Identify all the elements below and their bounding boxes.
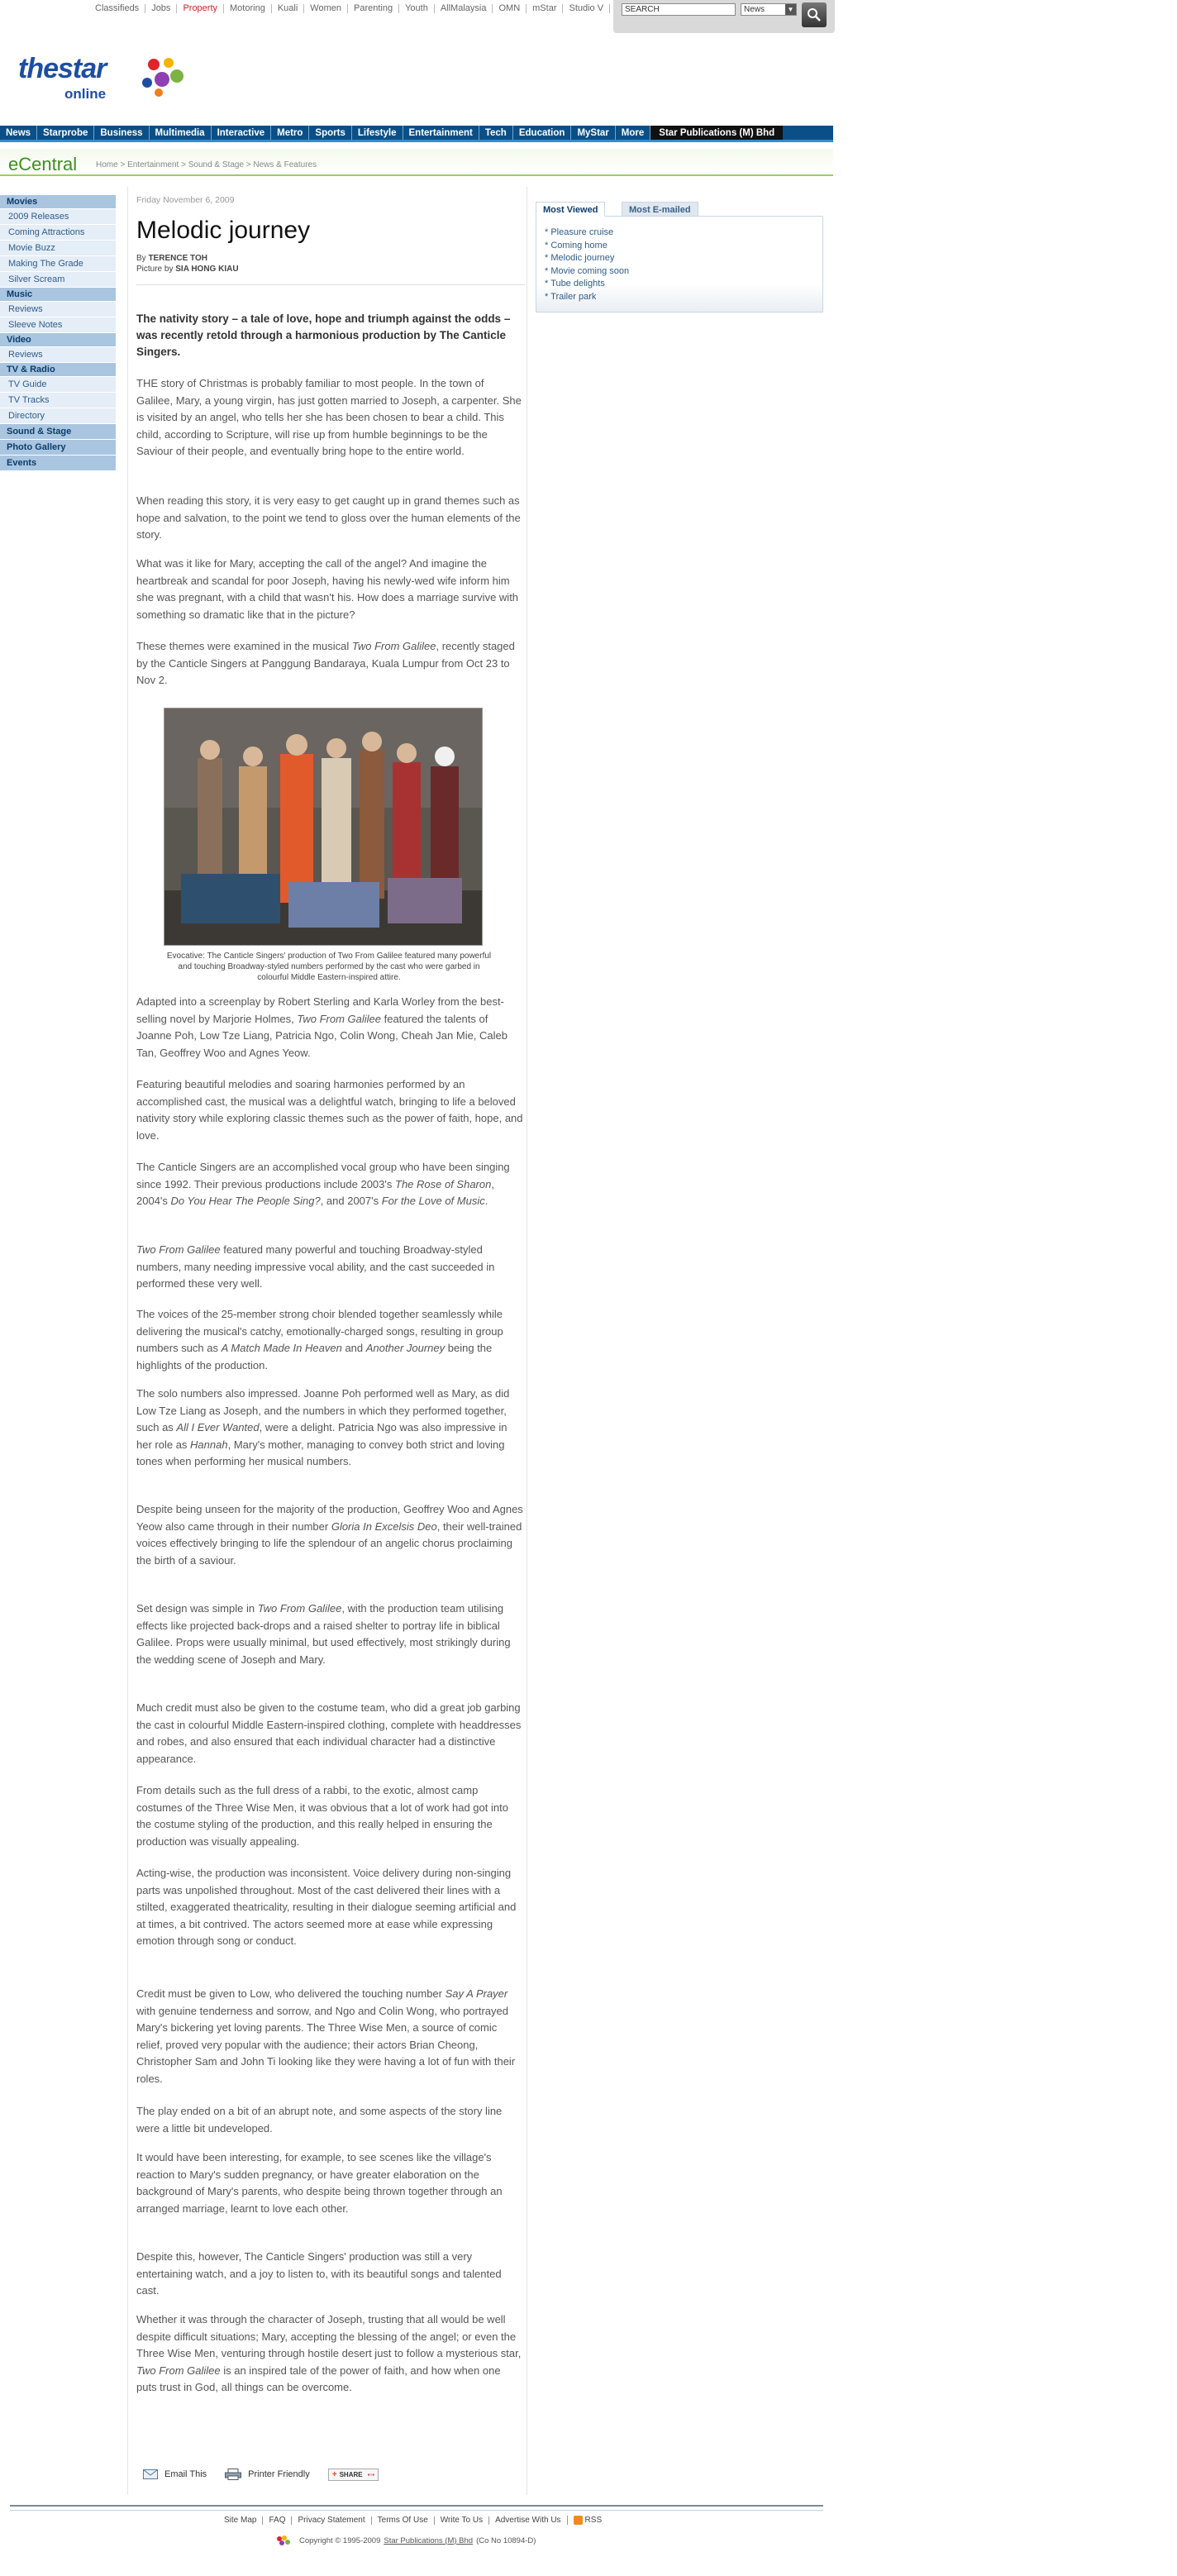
paragraph-9 xyxy=(136,1306,523,1374)
p12-text-a: Set design was simple in xyxy=(136,1602,258,1615)
sidebar-item-video-reviews[interactable]: Reviews xyxy=(0,347,116,363)
p16-text-b: with genuine tenderness and sorrow, and Ngo and Colin Wong, who portrayed Mary's bickering yet loving parents. The Three Wise Men, a source of comic relief, proved very popular with the audience; their actors Brian Cheong, Christopher Sam and John Ti looking like they were having a lot of fun with their roles. xyxy=(136,2004,516,2085)
p10-text-b: , were a delight. Patricia Ngo was also impressive in her role as xyxy=(136,1421,507,1451)
nav-star-publications[interactable]: Star Publications (M) Bhd xyxy=(650,126,783,140)
most-viewed-item[interactable]: * Trailer park xyxy=(545,291,629,304)
sidebar-item-sleeve-notes[interactable]: Sleeve Notes xyxy=(0,317,116,333)
nav-sports[interactable]: Sports xyxy=(309,126,351,140)
p10-title-2: Hannah xyxy=(190,1438,228,1451)
p20-text-b: is an inspired tale of the power of faith, and how when one puts trust in God, all things can be overcome. xyxy=(136,2364,501,2393)
p7-text-b: , 2004's xyxy=(136,1177,494,1207)
network-link-omn[interactable]: OMN xyxy=(492,4,526,13)
photographer-line xyxy=(136,264,239,274)
paragraph-8 xyxy=(136,1242,523,1293)
paragraph-14: From details such as the full dress of a rabbi, to the exotic, almost camp costumes of the Three Wise Men, it was obvious that a lot of work had got into the costume styling of the production, and this really helped in ensuring the production was visually appealing. xyxy=(136,1784,508,1848)
network-link-parenting[interactable]: Parenting xyxy=(347,4,398,13)
paragraph-16 xyxy=(136,1986,523,2087)
p20-text-a: Whether it was through the character of Joseph, trusting that all would be well despite difficult situations; Mary, accepting the blessing of the angel; or even the Three Wise Men, venturing through hostile desert just to follow a mysterious star, xyxy=(136,2313,522,2359)
footer-divider-thin xyxy=(10,2510,823,2511)
share-button[interactable] xyxy=(328,2469,379,2481)
sidebar-item-2009-releases[interactable]: 2009 Releases xyxy=(0,209,116,225)
paragraph-10 xyxy=(136,1386,523,1471)
p5-text-b: featured the talents of Joanne Poh, Low Tze Liang, Patricia Ngo, Colin Wong, Cheah Jan Mie, Caleb Tan, Geoffrey Woo and Agnes Yeow. xyxy=(136,1012,508,1059)
sidebar-item-directory[interactable]: Directory xyxy=(0,408,116,424)
footer-link-privacy[interactable]: Privacy Statement xyxy=(291,2516,370,2525)
sidebar-item-tv-guide[interactable]: TV Guide xyxy=(0,377,116,393)
nav-more[interactable]: More xyxy=(616,126,650,140)
section-title[interactable]: eCentral xyxy=(8,154,78,174)
paragraph-6: Featuring beautiful melodies and soaring harmonies performed by an accomplished cast, the musical was a delightful watch, bringing to life a beloved nativity story while exploring classic themes such as the power of faith, hope, and love. xyxy=(136,1078,523,1142)
paragraph-3: What was it like for Mary, accepting the call of the angel? And imagine the heartbreak and scandal for poor Joseph, having his newly-wed wife inform him she was pregnant, with a child that wasn't his. How does a marriage survive with something so dramatic like that in the picture? xyxy=(136,557,519,621)
article-photo[interactable] xyxy=(164,708,483,946)
sidebar-item-silver-scream[interactable]: Silver Scream xyxy=(0,272,116,288)
paragraph-17: The play ended on a bit of an abrupt note, and some aspects of the story line were a little bit undeveloped. xyxy=(136,2105,503,2135)
nav-interactive[interactable]: Interactive xyxy=(212,126,272,140)
plus-icon: + xyxy=(331,2469,337,2479)
paragraph-7 xyxy=(136,1159,523,1210)
network-link-youth[interactable]: Youth xyxy=(398,4,434,13)
site-logo[interactable] xyxy=(18,53,183,106)
p11-text-b: , their well-trained voices effectively bringing to life the splendour of an angelic chorus proclaiming the birth of a saviour. xyxy=(136,1519,522,1567)
p10-text-c: , Mary's mother, managing to convey both strict and loving tones when performing her musical numbers. xyxy=(136,1438,505,1467)
photographer-name: SIA HONG KIAU xyxy=(175,265,239,274)
copyright xyxy=(274,2535,536,2546)
email-this-label: Email This xyxy=(164,2469,207,2479)
photo-caption: Evocative: The Canticle Singers' production of Two From Galilee featured many powerful and touching Broadway-styled numbers performed by the cast who were garbed in colourful Middle Eastern-inspired attire. xyxy=(166,952,492,982)
chevron-down-icon: ▼ xyxy=(785,4,796,15)
p5-text-a: Adapted into a screenplay by Robert Sterling and Karla Worley from the best-selling novel by Marjorie Holmes, xyxy=(136,995,504,1025)
paragraph-19: Despite this, however, The Canticle Singers' production was still a very entertaining watch, and a joy to listen to, with its beautiful songs and talented cast. xyxy=(136,2250,502,2297)
sidebar-item-making-the-grade[interactable]: Making The Grade xyxy=(0,256,116,272)
most-viewed-item[interactable]: * Coming home xyxy=(545,240,629,253)
paragraph-5 xyxy=(136,994,523,1061)
search-icon xyxy=(807,7,822,22)
byline-prefix: By xyxy=(136,254,149,263)
top-bar xyxy=(0,0,836,33)
paragraph-20 xyxy=(136,2311,523,2397)
p4-text-a: These themes were examined in the musical xyxy=(136,640,352,652)
paragraph-11 xyxy=(136,1501,523,1569)
p12-text-b: , with the production team utilising effects like projected back-drops and a raised shelter to portray life in biblical Galilee. Props were usually minimal, but used effectively, most strikingly during the wedding scene of Joseph and Mary. xyxy=(136,1602,511,1666)
footer-links xyxy=(218,2516,608,2525)
envelope-icon xyxy=(143,2469,158,2479)
nav-mystar[interactable]: MyStar xyxy=(571,126,615,140)
p20-show-title: Two From Galilee xyxy=(136,2364,221,2377)
most-viewed-item[interactable]: * Movie coming soon xyxy=(545,265,629,279)
section-header xyxy=(0,149,833,176)
p8-text: featured many powerful and touching Broadway-styled numbers, many needing impressive vocal ability, and the cast succeeded in performed these very well. xyxy=(136,1243,495,1290)
breadcrumb[interactable]: Home > Entertainment > Sound & Stage > News & Features xyxy=(96,160,317,169)
star-logo-icon xyxy=(274,2535,293,2546)
sidebar-item-coming-attractions[interactable]: Coming Attractions xyxy=(0,225,116,241)
rss-label: RSS xyxy=(584,2516,603,2526)
footer-link-rss[interactable] xyxy=(567,2516,608,2525)
network-link-studio-v[interactable]: Studio V xyxy=(562,4,609,13)
nav-metro[interactable]: Metro xyxy=(271,126,309,140)
paragraph-15: Acting-wise, the production was inconsistent. Voice delivery during non-singing parts was unpolished throughout. Most of the cast delivered their lines with a stilted, exaggerated theatricality, resulting in their dialogue seeming artificial and at times, a bit contrived. The actors seemed more at ease while expressing emotion through song or conduct. xyxy=(136,1867,517,1947)
share-label: SHARE xyxy=(339,2470,363,2478)
network-link-classifieds[interactable]: Classifieds xyxy=(95,2,140,13)
logo-subtext: online xyxy=(64,86,107,102)
search-panel xyxy=(613,0,835,33)
search-button[interactable] xyxy=(802,2,827,27)
article-date: Friday November 6, 2009 xyxy=(136,195,235,205)
p16-text-a: Credit must be given to Low, who delivered the touching number xyxy=(136,1987,446,2000)
footer-divider xyxy=(10,2505,823,2507)
network-link-motoring[interactable]: Motoring xyxy=(223,4,271,13)
tab-most-emailed[interactable]: Most E-mailed xyxy=(622,202,698,217)
sidebar-cat-tv-radio[interactable]: TV & Radio xyxy=(0,363,116,377)
article-title: Melodic journey xyxy=(136,217,311,244)
p11-text-a: Despite being unseen for the majority of the production, Geoffrey Woo and Agnes Yeow also came through in their number xyxy=(136,1503,523,1533)
p7-title-3: For the Love of Music xyxy=(381,1195,485,1207)
network-link-jobs[interactable]: Jobs xyxy=(145,4,176,13)
p9-text-a: The voices of the 25-member strong choir blended together seamlessly while delivering the musical's catchy, emotionally-charged songs, resulting in group numbers such as xyxy=(136,1308,503,1354)
paragraph-18: It would have been interesting, for example, to see scenes like the village's reaction to Mary's sudden pregnancy, or have greater elaboration on the background of Mary's parents, who despite being thrown together through an arranged marriage, learnt to love each other. xyxy=(136,2151,503,2215)
p7-text-d: . xyxy=(484,1195,488,1207)
p7-text-a: The Canticle Singers are an accomplished vocal group who have been singing since 1992. Their previous productions include 2003's xyxy=(136,1161,510,1190)
p12-show-title: Two From Galilee xyxy=(257,1602,342,1615)
nav-lifestyle[interactable]: Lifestyle xyxy=(352,126,403,140)
nav-news[interactable]: News xyxy=(0,126,37,140)
printer-friendly-label: Printer Friendly xyxy=(248,2469,310,2479)
sidebar-cat-photo-gallery[interactable]: Photo Gallery xyxy=(0,440,116,456)
sidebar-item-music-reviews[interactable]: Reviews xyxy=(0,302,116,317)
most-viewed-list xyxy=(545,227,629,303)
widget-tabs xyxy=(536,200,823,217)
network-link-allmalaysia[interactable]: AllMalaysia xyxy=(434,4,493,13)
footer-link-site-map[interactable]: Site Map xyxy=(224,2515,257,2525)
p7-title-2: Do You Hear The People Sing? xyxy=(170,1195,321,1207)
network-links xyxy=(89,2,648,15)
most-viewed-widget xyxy=(536,200,823,312)
paragraph-13: Much credit must also be given to the costume team, who did a great job garbing the cast in colourful Middle Eastern-inspired clothing, complete with headdresses and robes, and also ensured that each individual character had a distinctive appearance. xyxy=(136,1701,522,1765)
search-scope-value: News xyxy=(744,5,765,14)
p8-show-title: Two From Galilee xyxy=(136,1243,221,1256)
copyright-text: Copyright © 1995-2009 xyxy=(299,2535,381,2545)
p11-title-1: Gloria In Excelsis Deo xyxy=(331,1519,437,1533)
nav-starprobe[interactable]: Starprobe xyxy=(37,126,94,140)
p9-title-1: A Match Made In Heaven xyxy=(221,1342,342,1354)
logo-wordmark: thestar xyxy=(18,53,107,84)
paragraph-12 xyxy=(136,1600,523,1668)
footer-link-write-to-us[interactable]: Write To Us xyxy=(434,2516,488,2525)
p10-text-a: The solo numbers also impressed. Joanne Poh performed well as Mary, as did Low Tze Liang as Joseph, and the numbers in which they performed together, such as xyxy=(136,1387,510,1433)
author-line xyxy=(136,253,239,264)
email-this-link[interactable] xyxy=(143,2469,207,2479)
paragraph-4 xyxy=(136,638,523,689)
network-link-mstar[interactable]: mStar xyxy=(526,4,562,13)
sidebar-cat-movies[interactable]: Movies xyxy=(0,195,116,209)
p9-title-2: Another Journey xyxy=(365,1342,446,1354)
sidebar-cat-events[interactable]: Events xyxy=(0,456,116,471)
network-link-women[interactable]: Women xyxy=(303,4,347,13)
p7-title-1: The Rose of Sharon xyxy=(395,1177,492,1190)
divider xyxy=(136,284,525,285)
sidebar-item-tv-tracks[interactable]: TV Tracks xyxy=(0,393,116,408)
tab-most-viewed[interactable]: Most Viewed xyxy=(536,202,605,217)
printer-friendly-link[interactable] xyxy=(225,2469,310,2480)
most-viewed-item[interactable]: * Tube delights xyxy=(545,278,629,291)
sidebar-cat-video[interactable]: Video xyxy=(0,333,116,347)
nav-education[interactable]: Education xyxy=(513,126,572,140)
widget-panel xyxy=(536,217,823,312)
network-link-property[interactable]: Property xyxy=(176,4,223,13)
nav-tech[interactable]: Tech xyxy=(479,126,513,140)
p7-text-c: , and 2007's xyxy=(320,1195,382,1207)
search-input[interactable] xyxy=(622,3,736,16)
author-name: TERENCE TOH xyxy=(148,254,207,263)
p16-title-1: Say A Prayer xyxy=(445,1987,508,2000)
network-link-kuali[interactable]: Kuali xyxy=(271,4,303,13)
article-byline xyxy=(136,253,239,274)
sidebar xyxy=(0,195,116,471)
nav-entertainment[interactable]: Entertainment xyxy=(403,126,479,140)
footer-link-terms[interactable]: Terms Of Use xyxy=(371,2516,434,2525)
company-registration: (Co No 10894-D) xyxy=(476,2535,536,2545)
search-scope-select[interactable] xyxy=(741,3,797,16)
sidebar-cat-music[interactable]: Music xyxy=(0,288,116,302)
article xyxy=(127,187,527,2495)
sidebar-cat-sound-stage[interactable]: Sound & Stage xyxy=(0,424,116,440)
p10-title-1: All I Ever Wanted xyxy=(176,1421,260,1433)
footer-link-advertise[interactable]: Advertise With Us xyxy=(488,2516,566,2525)
social-bookmark-icons: ▪▫▪ xyxy=(367,2470,375,2478)
article-tools xyxy=(143,2467,379,2482)
logo-star-icon xyxy=(129,55,192,103)
rss-icon xyxy=(574,2516,583,2525)
p4-text-b: , recently staged by the Canticle Singers at Panggung Bandaraya, Kuala Lumpur from Oct 23 to Nov 2. xyxy=(136,640,515,686)
p4-show-title: Two From Galilee xyxy=(351,640,436,652)
article-lead: The nativity story – a tale of love, hope and triumph against the odds – was recently retold through a harmonious production by The Canticle Singers. xyxy=(136,312,511,358)
p5-show-title: Two From Galilee xyxy=(297,1012,381,1025)
copyright-company-link[interactable]: Star Publications (M) Bhd xyxy=(384,2535,474,2545)
sidebar-item-movie-buzz[interactable]: Movie Buzz xyxy=(0,241,116,256)
footer-link-faq[interactable]: FAQ xyxy=(262,2516,291,2525)
nav-multimedia[interactable]: Multimedia xyxy=(150,126,212,140)
stage-photo-illustration xyxy=(164,708,483,946)
most-viewed-item[interactable]: * Pleasure cruise xyxy=(545,227,629,240)
nav-business[interactable]: Business xyxy=(94,126,149,140)
most-viewed-item[interactable]: * Melodic journey xyxy=(545,252,629,265)
paragraph-1: THE story of Christmas is probably familiar to most people. In the town of Galilee, Mary, a young virgin, has just gotten married to Joseph, a carpenter. She is visited by an angel, who tells her she has been chosen to bear a child. This child, according to Scripture, will rise up from humble beginnings to be the Saviour of their people, and eventually bring hope to the entire world. xyxy=(136,377,522,457)
paragraph-2: When reading this story, it is very easy to get caught up in grand themes such as hope and salvation, to the point we tend to gloss over the human elements of the story. xyxy=(136,494,521,541)
printer-icon xyxy=(225,2469,241,2480)
p9-text-c: being the highlights of the production. xyxy=(136,1342,493,1371)
main-nav xyxy=(0,126,833,142)
p9-text-b: and xyxy=(341,1342,366,1354)
picture-prefix: Picture by xyxy=(136,265,176,274)
